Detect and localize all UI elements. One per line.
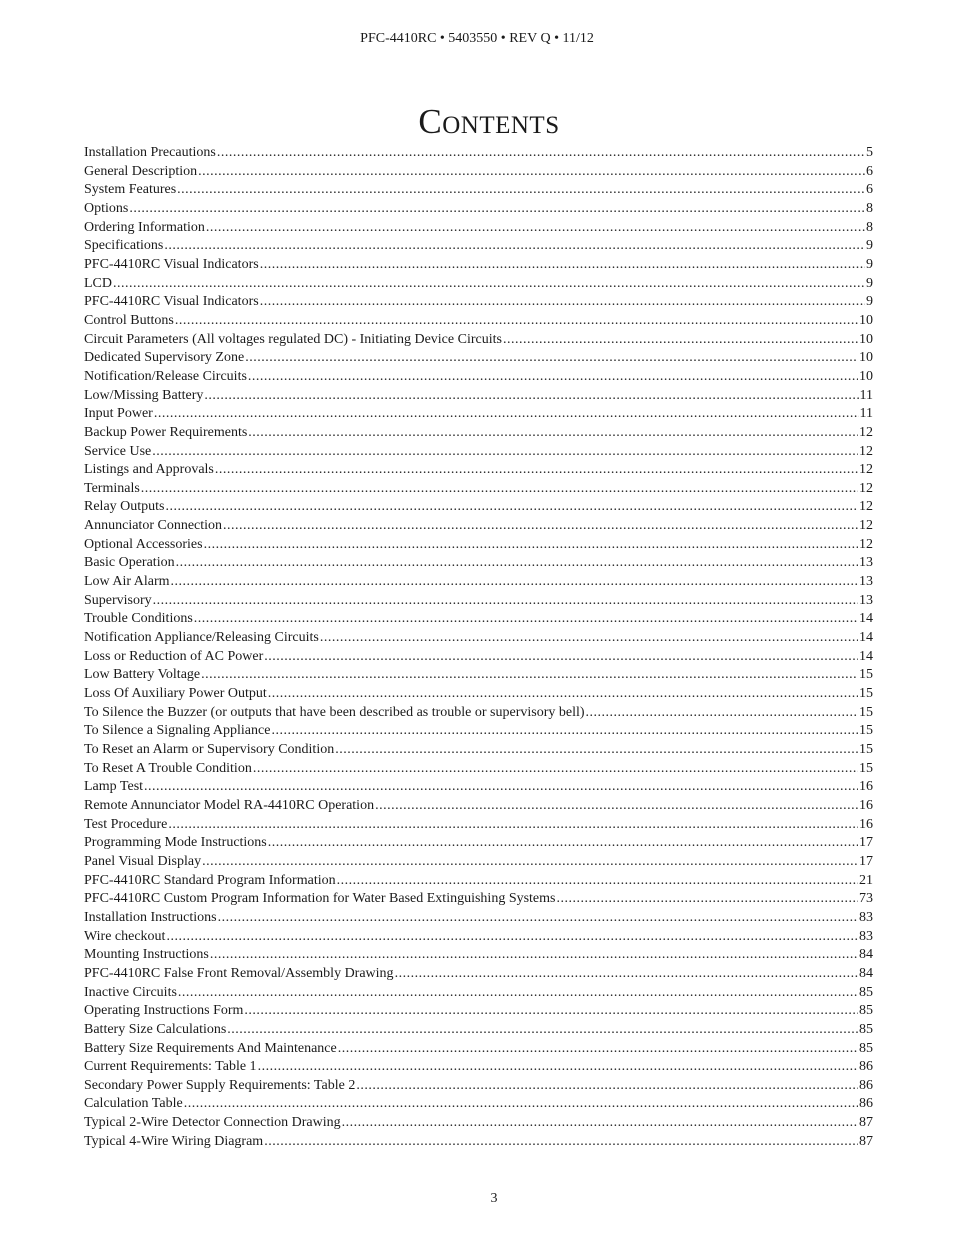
toc-entry-label: Dedicated Supervisory Zone (84, 350, 245, 366)
toc-entry[interactable] (84, 480, 873, 499)
toc-entry-page: 84 (859, 947, 873, 963)
toc-entry-label: Typical 4-Wire Wiring Diagram (84, 1133, 264, 1149)
toc-entry[interactable] (84, 648, 873, 667)
toc-leader-dots (198, 163, 865, 182)
toc-entry-label: Lamp Test (84, 779, 144, 795)
toc-entry[interactable] (84, 368, 873, 387)
toc-entry-label: Control Buttons (84, 312, 174, 328)
toc-entry-label: Ordering Information (84, 219, 205, 235)
page-title: Contents (418, 102, 560, 141)
toc-entry[interactable] (84, 834, 873, 853)
toc-leader-dots (268, 685, 858, 704)
toc-entry-label: Optional Accessories (84, 536, 203, 552)
toc-entry-label: Test Procedure (84, 816, 168, 832)
toc-entry-page: 85 (859, 1040, 873, 1056)
toc-leader-dots (204, 536, 858, 555)
toc-entry-label: Input Power (84, 406, 153, 422)
toc-entry[interactable] (84, 816, 873, 835)
toc-leader-dots (176, 554, 858, 573)
toc-entry[interactable] (84, 872, 873, 891)
toc-leader-dots (171, 573, 858, 592)
toc-entry[interactable] (84, 536, 873, 555)
toc-leader-dots (244, 1002, 858, 1021)
toc-entry-page: 8 (866, 219, 873, 235)
toc-entry[interactable] (84, 387, 873, 406)
toc-leader-dots (201, 666, 858, 685)
toc-entry[interactable] (84, 946, 873, 965)
toc-entry-page: 86 (859, 1059, 873, 1075)
toc-entry-label: PFC-4410RC Visual Indicators (84, 256, 259, 272)
toc-entry[interactable] (84, 517, 873, 536)
toc-entry[interactable] (84, 928, 873, 947)
toc-entry-page: 16 (859, 797, 873, 813)
toc-entry-page: 8 (866, 200, 873, 216)
toc-leader-dots (215, 461, 858, 480)
toc-leader-dots (258, 1058, 858, 1077)
toc-entry[interactable] (84, 909, 873, 928)
toc-entry[interactable] (84, 181, 873, 200)
toc-entry-page: 14 (859, 611, 873, 627)
toc-entry[interactable] (84, 256, 873, 275)
toc-leader-dots (166, 928, 858, 947)
page-number: 3 (490, 1191, 498, 1206)
toc-entry-page: 17 (859, 853, 873, 869)
toc-entry-page: 12 (859, 424, 873, 440)
toc-entry[interactable] (84, 1040, 873, 1059)
toc-leader-dots (178, 984, 858, 1003)
toc-leader-dots (218, 909, 858, 928)
toc-entry[interactable] (84, 443, 873, 462)
toc-entry-page: 10 (859, 368, 873, 384)
toc-leader-dots (168, 816, 858, 835)
toc-entry-page: 86 (859, 1096, 873, 1112)
toc-entry[interactable] (84, 778, 873, 797)
toc-leader-dots (184, 1095, 858, 1114)
toc-entry-page: 84 (859, 965, 873, 981)
toc-entry-label: Loss Of Auxiliary Power Output (84, 686, 267, 702)
toc-leader-dots (206, 219, 865, 238)
toc-entry-page: 85 (859, 1021, 873, 1037)
toc-entry[interactable] (84, 1133, 873, 1152)
toc-entry-page: 12 (859, 518, 873, 534)
toc-leader-dots (248, 424, 858, 443)
toc-leader-dots (245, 349, 858, 368)
toc-leader-dots (202, 853, 858, 872)
running-header: PFC-4410RC • 5403550 • REV Q • 11/12 (360, 31, 594, 46)
toc-entry-label: To Reset A Trouble Condition (84, 760, 252, 776)
toc-entry-page: 15 (859, 667, 873, 683)
toc-leader-dots (223, 517, 858, 536)
toc-entry[interactable] (84, 890, 873, 909)
toc-entry-label: Secondary Power Supply Requirements: Table 2 (84, 1077, 356, 1093)
toc-entry-label: Terminals (84, 480, 140, 496)
toc-leader-dots (164, 237, 865, 256)
toc-entry-label: Relay Outputs (84, 499, 165, 515)
toc-leader-dots (194, 610, 858, 629)
toc-entry[interactable] (84, 293, 873, 312)
toc-entry-label: Calculation Table (84, 1096, 183, 1112)
toc-entry[interactable] (84, 331, 873, 350)
toc-entry-page: 85 (859, 1003, 873, 1019)
toc-entry-label: Options (84, 200, 129, 216)
toc-leader-dots (395, 965, 858, 984)
toc-entry-page: 73 (859, 891, 873, 907)
toc-entry-page: 12 (859, 499, 873, 515)
toc-leader-dots (335, 741, 858, 760)
toc-entry-label: Programming Mode Instructions (84, 835, 267, 851)
table-of-contents (84, 144, 873, 1151)
toc-entry-page: 86 (859, 1077, 873, 1093)
toc-leader-dots (342, 1114, 858, 1133)
toc-entry-label: System Features (84, 182, 177, 198)
toc-leader-dots (177, 181, 865, 200)
toc-leader-dots (356, 1077, 858, 1096)
toc-leader-dots (144, 778, 858, 797)
toc-leader-dots (204, 387, 858, 406)
toc-entry-label: Mounting Instructions (84, 947, 209, 963)
toc-entry-page: 13 (859, 592, 873, 608)
toc-leader-dots (154, 405, 859, 424)
toc-entry-page: 15 (859, 742, 873, 757)
toc-entry-label: Annunciator Connection (84, 518, 223, 534)
toc-entry-label: Remote Annunciator Model RA-4410RC Operation (84, 797, 375, 813)
toc-leader-dots (152, 443, 858, 462)
toc-entry-label: Circuit Parameters (All voltages regulated DC) - Initiating Device Circuits (84, 331, 502, 347)
toc-entry[interactable] (84, 144, 873, 163)
toc-entry-label: Battery Size Calculations (84, 1021, 227, 1037)
toc-entry-label: Battery Size Requirements And Maintenance (84, 1040, 337, 1056)
toc-entry[interactable] (84, 760, 873, 779)
toc-entry[interactable] (84, 498, 873, 517)
toc-entry[interactable] (84, 312, 873, 331)
toc-entry-label: Operating Instructions Form (84, 1003, 244, 1019)
toc-leader-dots (253, 760, 858, 779)
toc-entry-page: 16 (859, 816, 873, 832)
toc-entry-page: 9 (866, 294, 873, 310)
toc-leader-dots (227, 1021, 858, 1040)
toc-entry[interactable] (84, 965, 873, 984)
toc-entry[interactable] (84, 405, 873, 424)
toc-entry[interactable] (84, 349, 873, 368)
toc-entry[interactable] (84, 1058, 873, 1077)
toc-leader-dots (113, 275, 865, 294)
toc-entry[interactable] (84, 163, 873, 182)
toc-entry[interactable] (84, 685, 873, 704)
toc-entry-label: PFC-4410RC Visual Indicators (84, 294, 259, 310)
toc-entry-label: Low Battery Voltage (84, 667, 201, 683)
toc-entry[interactable] (84, 666, 873, 685)
toc-entry-label: Current Requirements: Table 1 (84, 1059, 257, 1075)
toc-leader-dots (166, 498, 859, 517)
toc-entry-label: PFC-4410RC Standard Program Information (84, 872, 336, 888)
toc-leader-dots (503, 331, 858, 350)
toc-entry-label: Low/Missing Battery (84, 387, 204, 403)
toc-entry-label: Supervisory (84, 592, 152, 608)
toc-leader-dots (153, 592, 858, 611)
toc-entry-page: 6 (866, 182, 873, 198)
toc-entry[interactable] (84, 275, 873, 294)
toc-entry-page: 87 (859, 1133, 873, 1149)
toc-leader-dots (129, 200, 865, 219)
toc-entry-page: 9 (866, 256, 873, 272)
toc-leader-dots (337, 872, 858, 891)
toc-entry[interactable] (84, 1077, 873, 1096)
toc-entry-page: 9 (866, 275, 873, 291)
toc-leader-dots (260, 293, 865, 312)
toc-entry-label: Wire checkout (84, 928, 166, 944)
toc-entry-label: Service Use (84, 443, 152, 459)
toc-leader-dots (264, 648, 858, 667)
toc-entry-label: Basic Operation (84, 555, 175, 571)
toc-leader-dots (375, 797, 858, 816)
toc-entry-label: Installation Instructions (84, 909, 217, 925)
toc-leader-dots (217, 144, 865, 163)
toc-leader-dots (210, 946, 858, 965)
toc-entry[interactable] (84, 741, 873, 760)
toc-entry[interactable] (84, 797, 873, 816)
toc-entry-label: Backup Power Requirements (84, 424, 248, 440)
toc-entry-page: 14 (859, 630, 873, 646)
toc-entry-page: 17 (859, 835, 873, 851)
toc-leader-dots (320, 629, 858, 648)
toc-entry[interactable] (84, 704, 873, 723)
toc-leader-dots (175, 312, 858, 331)
toc-entry-page: 83 (859, 909, 873, 925)
toc-entry-page: 10 (859, 350, 873, 366)
toc-leader-dots (271, 722, 858, 741)
toc-leader-dots (248, 368, 858, 387)
toc-entry-page: 11 (859, 406, 873, 422)
toc-entry[interactable] (84, 984, 873, 1003)
toc-entry-label: To Silence the Buzzer (or outputs that have been described as trouble or supervisory bell) (84, 704, 585, 720)
toc-entry-page: 5 (866, 145, 873, 160)
toc-entry-page: 12 (859, 443, 873, 459)
toc-entry-page: 11 (859, 387, 873, 403)
toc-entry-page: 12 (859, 480, 873, 496)
toc-entry-label: PFC-4410RC False Front Removal/Assembly Drawing (84, 965, 394, 981)
toc-leader-dots (268, 834, 858, 853)
toc-entry-page: 15 (859, 686, 873, 702)
toc-entry-label: PFC-4410RC Custom Program Information for Water Based Extinguishing Systems (84, 891, 556, 907)
toc-entry-page: 12 (859, 536, 873, 552)
toc-entry-page: 85 (859, 984, 873, 1000)
toc-entry-page: 15 (859, 704, 873, 720)
toc-entry-label: Notification Appliance/Releasing Circuits (84, 630, 319, 646)
toc-entry-label: Inactive Circuits (84, 984, 177, 1000)
toc-entry-page: 9 (866, 238, 873, 254)
toc-entry-page: 14 (859, 648, 873, 664)
toc-leader-dots (264, 1133, 858, 1152)
toc-entry-label: Loss or Reduction of AC Power (84, 648, 264, 664)
toc-entry-label: Typical 2-Wire Detector Connection Drawing (84, 1115, 341, 1131)
toc-entry-page: 15 (859, 723, 873, 739)
toc-leader-dots (260, 256, 865, 275)
toc-entry-page: 87 (859, 1115, 873, 1131)
toc-entry-label: Trouble Conditions (84, 611, 193, 627)
toc-entry-page: 83 (859, 928, 873, 944)
toc-entry-label: Notification/Release Circuits (84, 368, 247, 384)
toc-entry[interactable] (84, 200, 873, 219)
toc-entry[interactable] (84, 1114, 873, 1133)
toc-entry[interactable] (84, 592, 873, 611)
toc-entry-page: 10 (859, 331, 873, 347)
toc-entry-page: 6 (866, 163, 873, 179)
toc-entry[interactable] (84, 461, 873, 480)
toc-entry-page: 10 (859, 312, 873, 328)
toc-entry-label: To Silence a Signaling Appliance (84, 723, 271, 739)
toc-entry-page: 12 (859, 462, 873, 478)
toc-entry-page: 15 (859, 760, 873, 776)
toc-entry[interactable] (84, 610, 873, 629)
toc-entry-label: To Reset an Alarm or Supervisory Condition (84, 742, 335, 757)
toc-entry[interactable] (84, 424, 873, 443)
toc-entry-label: Installation Precautions (84, 145, 216, 160)
toc-entry-page: 16 (859, 779, 873, 795)
toc-entry-label: LCD (84, 275, 112, 291)
toc-entry-label: Specifications (84, 238, 164, 254)
toc-entry[interactable] (84, 573, 873, 592)
toc-leader-dots (557, 890, 859, 909)
toc-entry-label: Low Air Alarm (84, 574, 170, 590)
toc-entry[interactable] (84, 722, 873, 741)
toc-entry[interactable] (84, 853, 873, 872)
toc-entry-page: 13 (859, 555, 873, 571)
toc-entry-label: Panel Visual Display (84, 853, 202, 869)
toc-entry[interactable] (84, 629, 873, 648)
toc-entry-label: General Description (84, 163, 198, 179)
toc-leader-dots (141, 480, 858, 499)
toc-entry[interactable] (84, 1002, 873, 1021)
toc-entry[interactable] (84, 1095, 873, 1114)
toc-entry-label: Listings and Approvals (84, 462, 214, 478)
toc-leader-dots (586, 704, 858, 723)
toc-entry-page: 21 (859, 872, 873, 888)
toc-leader-dots (338, 1040, 858, 1059)
toc-entry[interactable] (84, 219, 873, 238)
toc-entry[interactable] (84, 554, 873, 573)
toc-entry[interactable] (84, 1021, 873, 1040)
toc-entry-page: 13 (859, 574, 873, 590)
toc-entry[interactable] (84, 237, 873, 256)
